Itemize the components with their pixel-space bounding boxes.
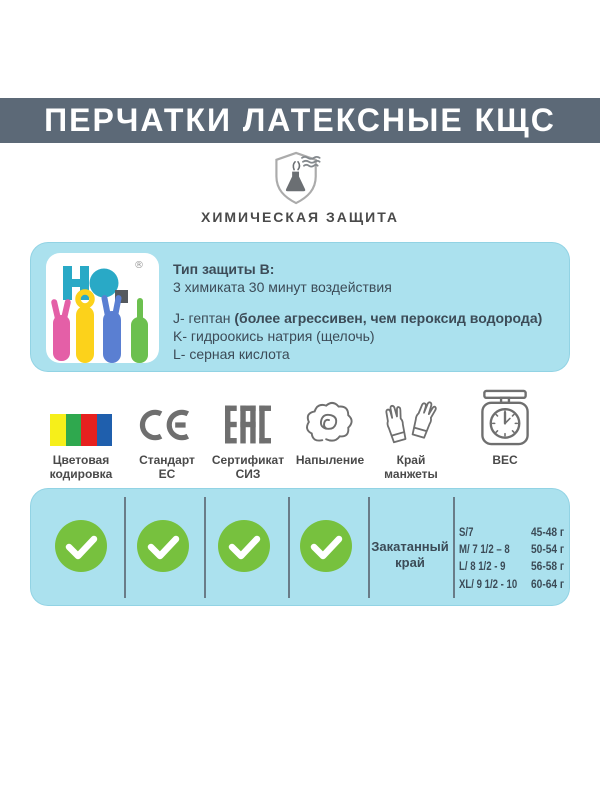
table-row xyxy=(459,576,565,594)
chemical-protection-header xyxy=(0,150,600,225)
chemical-shield-icon xyxy=(270,150,330,207)
divider xyxy=(204,497,206,598)
spec-panel xyxy=(30,488,570,606)
divider xyxy=(124,497,126,598)
feature-label: Напыление xyxy=(295,453,365,467)
feature-label: Сертификат СИЗ xyxy=(211,453,285,481)
chemical-line: L- серная кислота xyxy=(173,346,290,362)
registered-mark: ® xyxy=(134,260,144,271)
weight-cell: 56-58 г xyxy=(531,559,565,574)
protection-info-panel xyxy=(30,242,570,372)
divider xyxy=(453,497,455,598)
color-coding-icon xyxy=(50,414,112,446)
glove-pink xyxy=(51,299,72,361)
weight-cell: 50-54 г xyxy=(531,542,565,557)
protection-type-subtitle: 3 химиката 30 минут воздействия xyxy=(173,279,392,295)
ce-mark-icon xyxy=(138,404,196,446)
divider xyxy=(288,497,290,598)
size-cell: M/ 7 1/2 – 8 xyxy=(459,542,510,557)
weight-cell: 60-64 г xyxy=(531,576,565,591)
feature-label: Край манжеты xyxy=(384,453,438,481)
brand-gloves-image xyxy=(46,253,159,363)
protection-info-text xyxy=(173,260,567,363)
feature-label: Цветовая кодировка xyxy=(49,453,113,481)
glove-blue xyxy=(101,295,122,363)
feature-eac-certificate xyxy=(198,398,298,481)
feature-cuff-edge xyxy=(366,398,456,481)
size-cell: S/7 xyxy=(459,525,474,539)
size-cell: XL/ 9 1/2 - 10 xyxy=(459,576,518,591)
feature-label: ВЕС xyxy=(492,453,518,467)
cuff-gloves-icon xyxy=(382,396,440,446)
protection-type-title: Тип защиты В: xyxy=(173,261,275,277)
title-banner xyxy=(0,98,600,143)
size-weight-table xyxy=(459,525,565,594)
weight-cell: 45-48 г xyxy=(531,525,565,539)
cuff-type-value: Закатанный край xyxy=(371,539,449,570)
table-row xyxy=(459,542,565,559)
chemical-line: K- гидроокись натрия (щелочь) xyxy=(173,328,375,344)
page-title: ПЕРЧАТКИ ЛАТЕКСНЫЕ КЩС xyxy=(44,102,556,138)
check-icon xyxy=(218,520,270,572)
check-icon xyxy=(300,520,352,572)
coating-swirl-icon xyxy=(303,396,357,446)
protection-label: ХИМИЧЕСКАЯ ЗАЩИТА xyxy=(200,209,399,225)
feature-coating xyxy=(285,398,375,467)
feature-color-coding xyxy=(31,398,131,481)
weight-scale-icon xyxy=(478,389,532,446)
eac-mark-icon xyxy=(225,403,271,446)
size-cell: L/ 8 1/2 - 9 xyxy=(459,559,506,574)
feature-weight xyxy=(460,398,550,467)
check-icon xyxy=(55,520,107,572)
chemical-line: J- гептан (более агрессивен, чем пероксид водорода) xyxy=(173,310,543,326)
glove-yellow xyxy=(76,306,94,363)
table-row xyxy=(459,525,565,542)
check-icon xyxy=(137,520,189,572)
glove-green xyxy=(131,298,148,363)
hq-logo-gloves-icon xyxy=(46,253,159,363)
table-row xyxy=(459,559,565,576)
feature-label: Стандарт ЕС xyxy=(139,453,195,481)
